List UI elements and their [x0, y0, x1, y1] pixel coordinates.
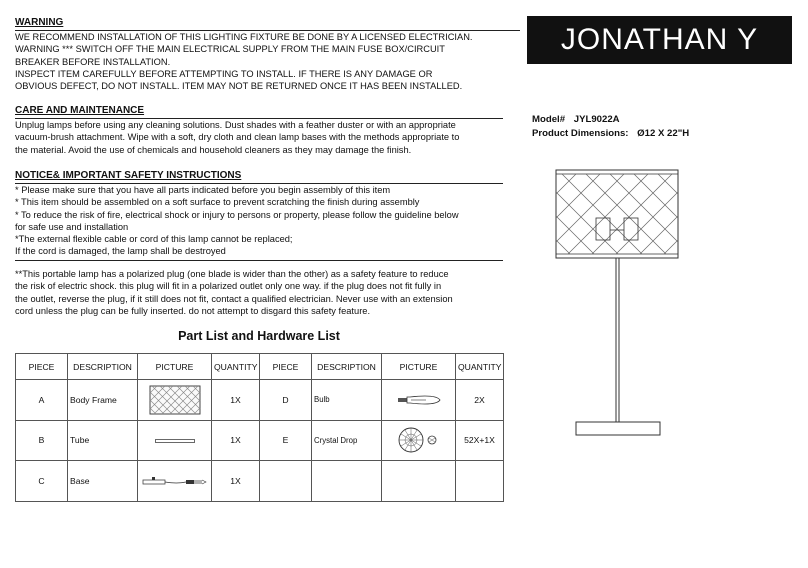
warning-line: OBVIOUS DEFECT, DO NOT INSTALL. ITEM MAY NOT BE RETURNED ONCE IT HAS BEEN INSTALLED. — [15, 81, 463, 92]
quantity-cell: 1X — [212, 380, 260, 421]
table-row — [16, 420, 504, 461]
quantity-cell: 52X+1X — [456, 420, 504, 461]
description-cell: Tube — [68, 420, 138, 461]
notice-bottom-divider — [15, 260, 503, 261]
piece-cell: B — [16, 420, 68, 461]
base-image — [142, 475, 208, 487]
polarized-line: cord unless the plug can be fully inserted. do not attempt to disgard this safety feature. — [15, 305, 371, 316]
product-dimensions — [532, 127, 689, 141]
polarized-plug-section — [15, 268, 503, 317]
header-description: DESCRIPTION — [312, 354, 382, 380]
warning-line: INSPECT ITEM CAREFULLY BEFORE ATTEMPTING TO INSTALL. IF THERE IS ANY DAMAGE OR — [15, 68, 433, 79]
polarized-text — [15, 268, 503, 317]
description-cell: Crystal Drop — [312, 420, 382, 461]
header-piece: PIECE — [260, 354, 312, 380]
picture-cell — [382, 461, 456, 502]
warning-text — [15, 31, 520, 92]
parts-list-title: Part List and Hardware List — [178, 329, 340, 343]
polarized-line: **This portable lamp has a polarized plug (one blade is wider than the other) as a safety feature to reduce — [15, 269, 449, 279]
piece-cell — [260, 461, 312, 502]
brand-logo: JONATHAN Y — [527, 16, 792, 64]
dimensions-label: Product Dimensions: — [532, 128, 629, 139]
model-label: Model# — [532, 114, 566, 125]
picture-cell — [138, 380, 212, 421]
warning-line: BREAKER BEFORE INSTALLATION. — [15, 56, 171, 67]
quantity-cell: 1X — [212, 420, 260, 461]
header-picture: PICTURE — [382, 354, 456, 380]
care-line: vacuum-brush attachment. Wipe with a soft, dry cloth and clean lamp bases with the methods appropriate to — [15, 132, 460, 143]
care-title: CARE AND MAINTENANCE — [15, 105, 145, 116]
header-quantity: QUANTITY — [456, 354, 504, 380]
model-value: JYL9022A — [573, 114, 620, 125]
care-text — [15, 119, 503, 156]
care-line: Unplug lamps before using any cleaning solutions. Dust shades with a feather duster or with an appropriate — [15, 120, 456, 130]
notice-line: * This item should be assembled on a soft surface to prevent scratching the finish during assembly — [15, 197, 420, 208]
table-row — [16, 380, 504, 421]
description-cell: Base — [68, 461, 138, 502]
piece-cell: C — [16, 461, 68, 502]
care-section — [15, 105, 503, 156]
quantity-cell: 2X — [456, 380, 504, 421]
care-line: the material. Avoid the use of chemicals and household cleaners as they may damage the finish. — [15, 144, 412, 155]
warning-title: WARNING — [15, 17, 64, 28]
body-frame-image — [149, 385, 201, 415]
picture-cell — [138, 461, 212, 502]
header-quantity: QUANTITY — [212, 354, 260, 380]
bulb-image — [396, 394, 442, 406]
polarized-line: the outlet, reverse the plug, if it still does not fit, contact a qualified electrician. Never use with an extension — [15, 293, 453, 304]
notice-line: If the cord is damaged, the lamp shall be destroyed — [15, 246, 226, 257]
picture-cell — [382, 420, 456, 461]
table-row — [16, 461, 504, 502]
header-piece: PIECE — [16, 354, 68, 380]
piece-cell: A — [16, 380, 68, 421]
notice-section — [15, 170, 503, 261]
header-description: DESCRIPTION — [68, 354, 138, 380]
notice-line: for safe use and installation — [15, 221, 129, 232]
description-cell: Bulb — [312, 380, 382, 421]
picture-cell — [382, 380, 456, 421]
notice-line: *The external flexible cable or cord of this lamp cannot be replaced; — [15, 234, 293, 245]
parts-table — [15, 353, 504, 502]
quantity-cell — [456, 461, 504, 502]
description-cell — [312, 461, 382, 502]
notice-line: * Please make sure that you have all parts indicated before you begin assembly of this item — [15, 185, 391, 195]
model-number — [532, 113, 620, 127]
warning-section — [15, 17, 520, 92]
picture-cell — [138, 420, 212, 461]
description-cell: Body Frame — [68, 380, 138, 421]
warning-line: WE RECOMMEND INSTALLATION OF THIS LIGHTING FIXTURE BE DONE BY A LICENSED ELECTRICIAN. — [15, 32, 473, 42]
notice-line: * To reduce the risk of fire, electrical shock or injury to persons or property, please follow the guideline below — [15, 209, 459, 220]
polarized-line: the risk of electric shock. this plug will fit in a polarized outlet only one way. if the plug does not fit fully in — [15, 281, 442, 292]
table-header-row — [16, 354, 504, 380]
dimensions-value: Ø12 X 22"H — [637, 128, 690, 139]
notice-title: NOTICE& IMPORTANT SAFETY INSTRUCTIONS — [15, 170, 242, 181]
notice-text — [15, 184, 503, 258]
crystal-drop-image — [397, 425, 441, 455]
piece-cell: D — [260, 380, 312, 421]
tube-image — [155, 438, 195, 444]
warning-line: WARNING *** SWITCH OFF THE MAIN ELECTRICAL SUPPLY FROM THE MAIN FUSE BOX/CIRCUIT — [15, 44, 445, 55]
quantity-cell: 1X — [212, 461, 260, 502]
piece-cell: E — [260, 420, 312, 461]
header-picture: PICTURE — [138, 354, 212, 380]
lamp-drawing — [548, 160, 688, 440]
